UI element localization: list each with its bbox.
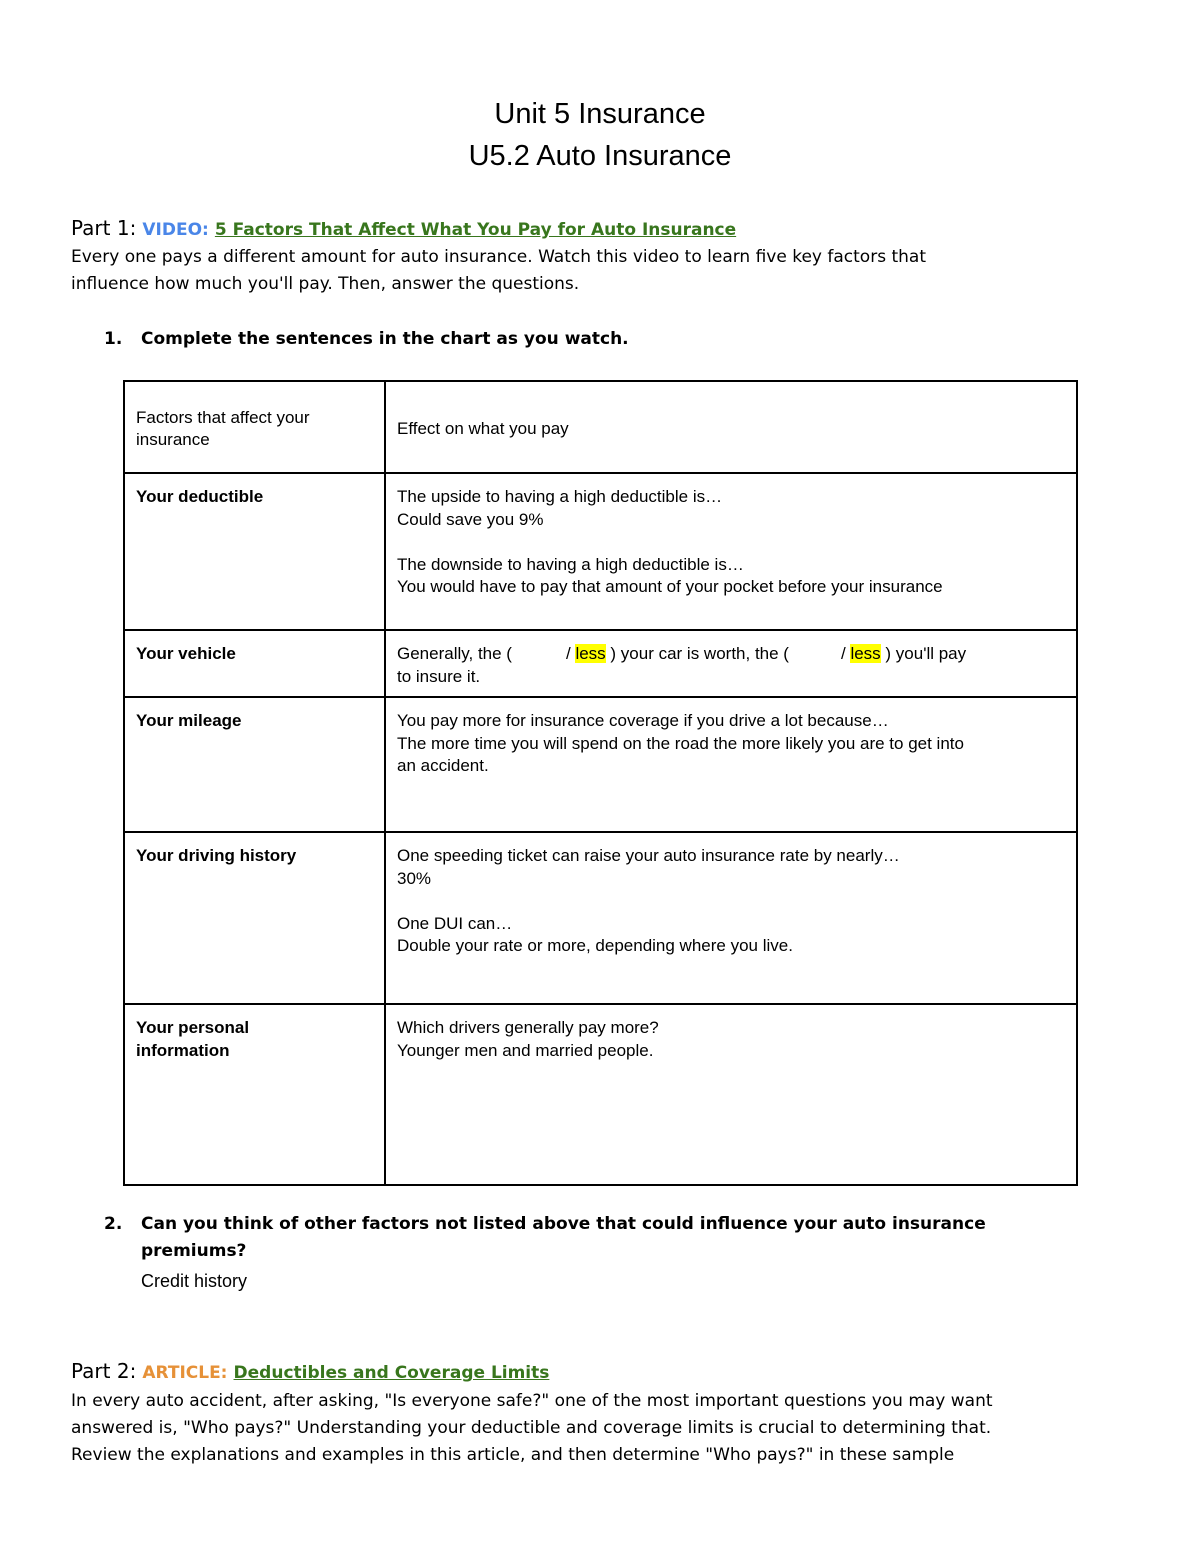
mileage-prompt: You pay more for insurance coverage if you drive a lot because… <box>397 711 889 730</box>
effect-driving-history <box>385 832 1077 1004</box>
question-number: 2. <box>104 1214 123 1234</box>
part2-heading <box>71 1358 549 1386</box>
mileage-answer[interactable]: The more time you will spend on the road the more likely you are to get into <box>397 733 964 753</box>
factors-chart <box>123 380 1078 1186</box>
factor-label: Your personal <box>136 1018 250 1037</box>
part2-intro <box>71 1388 993 1469</box>
part2-label: Part 2: <box>71 1359 137 1383</box>
part2-intro-line: answered is, "Who pays?" Understanding your deductible and coverage limits is crucial to determining that. <box>71 1418 992 1438</box>
factor-label: information <box>136 1040 230 1060</box>
personal-answer[interactable]: Younger men and married people. <box>397 1040 654 1060</box>
upside-prompt: The upside to having a high deductible is… <box>397 487 723 506</box>
part2-intro-line: In every auto accident, after asking, "Is everyone safe?" one of the most important questions you may want <box>71 1391 993 1411</box>
row-driving-history <box>124 832 1077 1004</box>
mileage-answer[interactable]: an accident. <box>397 756 489 775</box>
ticket-prompt: One speeding ticket can raise your auto insurance rate by nearly… <box>397 846 900 865</box>
part1-intro-line: influence how much you'll pay. Then, answer the questions. <box>71 274 580 294</box>
part1-intro <box>71 244 926 298</box>
vehicle-sentence <box>397 643 1066 666</box>
effect-mileage <box>385 697 1077 832</box>
factor-label: Your driving history <box>136 846 297 865</box>
effect-personal-information <box>385 1004 1077 1185</box>
sentence-part: Generally, the ( <box>397 644 512 663</box>
header-effect-cell <box>385 381 1077 473</box>
dui-answer[interactable]: Double your rate or more, depending where you live. <box>397 936 793 955</box>
highlighted-answer[interactable]: less <box>575 644 606 663</box>
article-tag: ARTICLE: <box>142 1363 228 1383</box>
ticket-answer[interactable]: 30% <box>397 868 432 888</box>
header-factor-cell <box>124 381 385 473</box>
part1-heading <box>71 215 736 243</box>
factor-personal-information <box>124 1004 385 1185</box>
downside-answer[interactable]: You would have to pay that amount of your pocket before your insurance <box>397 577 943 596</box>
part1-intro-line: Every one pays a different amount for auto insurance. Watch this video to learn five key factors that <box>71 247 926 267</box>
dui-prompt: One DUI can… <box>397 913 513 933</box>
factor-vehicle <box>124 630 385 697</box>
slash: / <box>840 644 846 663</box>
sentence-part: ) your car is worth, the ( <box>610 644 789 663</box>
highlighted-answer[interactable]: less <box>850 644 881 663</box>
question-text: Complete the sentences in the chart as you watch. <box>141 329 629 349</box>
video-tag: VIDEO: <box>142 220 209 240</box>
question-2-answer[interactable]: Credit history <box>141 1271 248 1291</box>
factor-driving-history <box>124 832 385 1004</box>
factor-label: Your deductible <box>136 487 264 506</box>
question-number: 1. <box>104 329 123 349</box>
downside-prompt: The downside to having a high deductible is… <box>397 554 744 574</box>
question-text-line: premiums? <box>141 1241 247 1261</box>
row-personal-information <box>124 1004 1077 1185</box>
vehicle-sentence-end: to insure it. <box>397 666 481 686</box>
question-text-line: Can you think of other factors not listed above that could influence your auto insurance <box>141 1214 986 1234</box>
lesson-title: U5.2 Auto Insurance <box>468 140 732 172</box>
row-vehicle <box>124 630 1077 697</box>
slash: / <box>565 644 571 663</box>
personal-prompt: Which drivers generally pay more? <box>397 1018 659 1037</box>
effect-vehicle <box>385 630 1077 697</box>
unit-title: Unit 5 Insurance <box>494 98 706 130</box>
factor-mileage <box>124 697 385 832</box>
effect-deductible <box>385 473 1077 630</box>
row-deductible <box>124 473 1077 630</box>
header-effect-text: Effect on what you pay <box>397 418 569 438</box>
article-link[interactable]: Deductibles and Coverage Limits <box>233 1363 550 1383</box>
sentence-part: ) you'll pay <box>885 644 967 663</box>
part1-label: Part 1: <box>71 216 137 240</box>
chart-header-row <box>124 381 1077 473</box>
factor-label: Your mileage <box>136 711 242 730</box>
video-link[interactable]: 5 Factors That Affect What You Pay for Auto Insurance <box>214 220 737 240</box>
row-mileage <box>124 697 1077 832</box>
factor-deductible <box>124 473 385 630</box>
question-text <box>141 1211 986 1265</box>
factor-label: Your vehicle <box>136 644 236 663</box>
header-factor-text: Factors that affect your insurance <box>136 407 310 449</box>
part2-intro-line: Review the explanations and examples in this article, and then determine "Who pays?" in these sample <box>71 1445 955 1465</box>
upside-answer[interactable]: Could save you 9% <box>397 509 544 529</box>
